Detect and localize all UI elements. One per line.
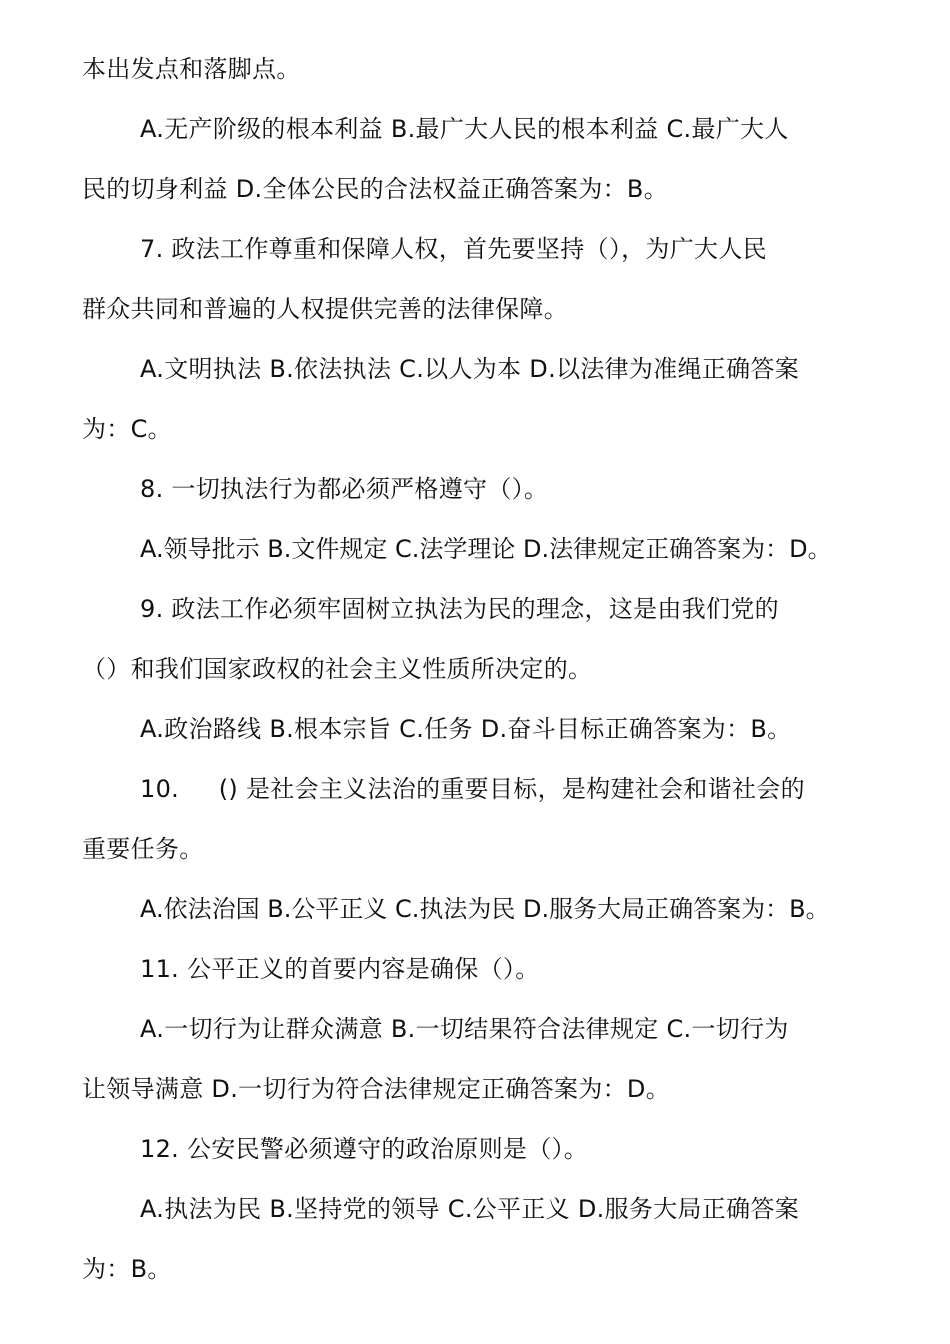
answer-options-continued: 为：C。 — [82, 415, 172, 443]
answer-options: A.领导批示 B.文件规定 C.法学理论 D.法律规定正确答案为：D。 — [140, 535, 832, 563]
question-9-continued: （）和我们国家政权的社会主义性质所决定的。 — [82, 655, 593, 683]
answer-options: A.政治路线 B.根本宗旨 C.任务 D.奋斗目标正确答案为：B。 — [140, 715, 792, 743]
text-line: 本出发点和落脚点。 — [82, 55, 301, 83]
answer-options-continued: 让领导满意 D.一切行为符合法律规定正确答案为：D。 — [82, 1075, 671, 1103]
answer-options: A.无产阶级的根本利益 B.最广大人民的根本利益 C.最广大人 — [140, 115, 789, 143]
answer-options: A.依法治国 B.公平正义 C.执法为民 D.服务大局正确答案为：B。 — [140, 895, 830, 923]
answer-options-continued: 为：B。 — [82, 1255, 172, 1283]
question-10-continued: 重要任务。 — [82, 835, 204, 863]
question-11: 11. 公平正义的首要内容是确保（）。 — [140, 955, 540, 983]
answer-options: A.执法为民 B.坚持党的领导 C.公平正义 D.服务大局正确答案 — [140, 1195, 799, 1223]
question-12: 12. 公安民警必须遵守的政治原则是（）。 — [140, 1135, 589, 1163]
answer-options: A.一切行为让群众满意 B.一切结果符合法律规定 C.一切行为 — [140, 1015, 789, 1043]
question-9: 9. 政法工作必须牢固树立执法为民的理念，这是由我们党的 — [140, 595, 779, 623]
question-10: 10. () 是社会主义法治的重要目标，是构建社会和谐社会的 — [140, 775, 805, 803]
question-7: 7. 政法工作尊重和保障人权，首先要坚持（），为广大人民 — [140, 235, 767, 263]
question-8: 8. 一切执法行为都必须严格遵守（）。 — [140, 475, 549, 503]
question-7-continued: 群众共同和普遍的人权提供完善的法律保障。 — [82, 295, 568, 323]
answer-options: A.文明执法 B.依法执法 C.以人为本 D.以法律为准绳正确答案 — [140, 355, 799, 383]
answer-options-continued: 民的切身利益 D.全体公民的合法权益正确答案为：B。 — [82, 175, 669, 203]
